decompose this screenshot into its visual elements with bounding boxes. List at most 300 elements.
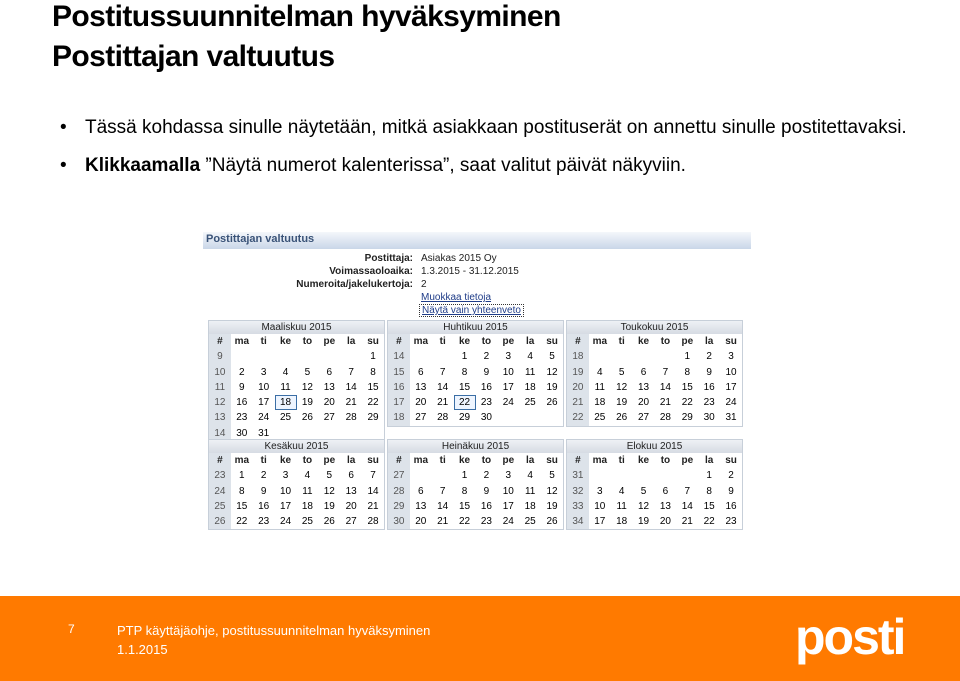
calendar-day[interactable]: 31 — [725, 412, 737, 424]
calendar-day — [432, 468, 454, 483]
calendar-day[interactable]: 21 — [437, 516, 449, 528]
weekday-header: ke — [638, 455, 650, 466]
weekday-header: ti — [260, 455, 267, 466]
field-value: Asiakas 2015 Oy — [421, 253, 497, 264]
calendar-day[interactable]: 12 — [638, 500, 650, 512]
calendar-day[interactable]: 7 — [439, 485, 446, 497]
calendar-day[interactable]: 7 — [684, 485, 691, 497]
week-number: 17 — [388, 395, 410, 410]
calendar-day[interactable]: 19 — [301, 397, 313, 409]
calendar-day[interactable]: 18 — [524, 500, 536, 512]
weekday-header: ke — [459, 336, 471, 347]
weekday-header: la — [526, 336, 535, 347]
edit-details-link[interactable]: Muokkaa tietoja — [421, 292, 492, 303]
calendar-day[interactable]: 2 — [483, 470, 490, 482]
field-label: Postittaja: — [364, 253, 413, 264]
calendar-month — [387, 320, 564, 427]
calendar-day[interactable]: 4 — [618, 485, 625, 497]
calendar-day[interactable]: 16 — [480, 381, 492, 393]
calendar-day[interactable]: 11 — [594, 381, 605, 393]
week-number: 31 — [567, 468, 589, 483]
weekday-header: ti — [439, 336, 446, 347]
week-number: 26 — [209, 514, 231, 529]
weekday-header: pe — [323, 336, 336, 347]
weekday-header: su — [367, 336, 379, 347]
calendar-day — [410, 468, 432, 483]
weekday-header: pe — [681, 455, 694, 466]
calendar-day[interactable]: 25 — [524, 516, 536, 528]
calendar-day[interactable]: 22 — [459, 516, 471, 528]
week-number-header: # — [209, 453, 231, 468]
calendar-day[interactable]: 21 — [437, 397, 449, 409]
bullet-dot-icon: • — [60, 117, 67, 138]
calendar-day[interactable]: 24 — [258, 412, 270, 424]
calendar-day[interactable]: 23 — [258, 516, 270, 528]
calendar-day[interactable]: 5 — [549, 351, 555, 363]
calendar-day — [519, 410, 541, 425]
calendar-day[interactable]: 30 — [480, 412, 492, 424]
calendar-day[interactable]: 18 — [524, 381, 536, 393]
calendar-day[interactable]: 19 — [546, 381, 558, 393]
calendar-day — [611, 349, 633, 364]
bullet-bold-text: Klikkaamalla — [85, 155, 201, 176]
calendar-day[interactable]: 15 — [367, 381, 379, 393]
calendar-day[interactable]: 30 — [236, 427, 248, 439]
calendar-day[interactable]: 20 — [638, 397, 650, 409]
calendar-month-title: Toukokuu 2015 — [567, 321, 742, 334]
calendar-day[interactable]: 23 — [703, 397, 715, 409]
calendar-grid — [388, 334, 563, 426]
calendar-day — [253, 349, 275, 364]
bullet-text: Tässä kohdassa sinulle näytetään, mitkä asiakkaan postituserät on annettu sinulle postitettavaksi. — [85, 117, 907, 138]
calendar-day[interactable]: 13 — [345, 485, 357, 497]
calendar-day[interactable]: 11 — [524, 485, 536, 497]
week-number: 21 — [567, 395, 589, 410]
calendar-day[interactable]: 13 — [415, 381, 427, 393]
calendar-day[interactable]: 27 — [415, 412, 427, 424]
weekday-header: to — [302, 455, 313, 466]
calendar-day[interactable]: 1 — [370, 351, 376, 363]
weekday-header: ma — [413, 336, 429, 347]
calendar-day[interactable]: 24 — [280, 516, 292, 528]
calendar-day[interactable]: 4 — [282, 366, 289, 378]
calendar-day[interactable]: 18 — [275, 395, 297, 410]
calendar-day[interactable]: 6 — [348, 470, 354, 482]
week-number: 34 — [567, 514, 589, 529]
field-value: 2 — [421, 279, 427, 290]
calendar-day — [655, 468, 677, 483]
calendar-day[interactable]: 17 — [502, 500, 514, 512]
calendar-day[interactable]: 6 — [418, 485, 424, 497]
calendar-day[interactable]: 16 — [725, 500, 737, 512]
calendar-day[interactable]: 14 — [367, 485, 379, 497]
calendar-day[interactable]: 15 — [459, 500, 471, 512]
weekday-header: ti — [618, 455, 625, 466]
calendar-day[interactable]: 9 — [728, 485, 734, 497]
calendar-day[interactable]: 22 — [454, 395, 476, 410]
week-number-header: # — [567, 453, 589, 468]
calendar-day[interactable]: 12 — [546, 366, 558, 378]
show-summary-link[interactable]: Näytä vain yhteenveto — [419, 304, 524, 317]
calendar-day[interactable]: 5 — [640, 485, 647, 497]
calendar-day[interactable]: 9 — [239, 381, 245, 393]
calendar-day[interactable]: 26 — [301, 412, 313, 424]
footer-text: PTP käyttäjäohje, postitussuunnitelman hyväksyminen — [117, 623, 431, 638]
calendar-day[interactable]: 16 — [258, 500, 270, 512]
weekday-header: la — [347, 455, 356, 466]
calendar-day[interactable]: 26 — [616, 412, 628, 424]
calendar-day[interactable]: 5 — [618, 366, 625, 378]
calendar-day — [676, 468, 698, 483]
bullet-dot-icon: • — [60, 155, 67, 176]
calendar-day[interactable]: 2 — [260, 470, 267, 482]
panel-header-title: Postittajan valtuutus — [206, 233, 315, 245]
calendar-day[interactable]: 3 — [505, 351, 512, 363]
week-number: 22 — [567, 410, 589, 425]
calendar-day[interactable]: 2 — [706, 351, 712, 363]
calendar-day[interactable]: 15 — [459, 381, 471, 393]
calendar-day[interactable]: 23 — [480, 397, 492, 409]
calendar-day[interactable]: 10 — [725, 366, 737, 378]
calendar-day[interactable]: 8 — [706, 485, 712, 497]
weekday-header: ke — [638, 336, 650, 347]
calendar-day[interactable]: 14 — [681, 500, 693, 512]
calendar-grid — [388, 453, 563, 529]
calendar-day[interactable]: 9 — [706, 366, 712, 378]
calendar-day[interactable]: 20 — [323, 397, 335, 409]
field-label: Voimassaoloaika: — [329, 266, 413, 277]
calendar-day[interactable]: 15 — [703, 500, 715, 512]
week-number: 13 — [209, 410, 231, 425]
calendar-day[interactable]: 29 — [367, 412, 379, 424]
calendar-day[interactable]: 7 — [348, 366, 354, 378]
week-number: 20 — [567, 380, 589, 395]
calendar-day[interactable]: 23 — [236, 412, 248, 424]
week-number: 9 — [209, 349, 231, 364]
calendar-day[interactable]: 16 — [236, 397, 248, 409]
week-number: 29 — [388, 499, 410, 514]
weekday-header: ke — [280, 336, 292, 347]
weekday-header: to — [660, 455, 671, 466]
calendar-day[interactable]: 1 — [706, 470, 712, 482]
calendar-month-title: Huhtikuu 2015 — [388, 321, 563, 334]
calendar-day[interactable]: 12 — [301, 381, 313, 393]
calendar-day[interactable]: 25 — [594, 412, 606, 424]
calendar-day[interactable]: 15 — [681, 381, 693, 393]
weekday-header: ma — [234, 336, 250, 347]
weekday-header: ti — [618, 336, 625, 347]
weekday-header: ti — [260, 336, 267, 347]
calendar-day[interactable]: 5 — [326, 470, 333, 482]
calendar-month-title: Kesäkuu 2015 — [209, 440, 384, 453]
calendar-day[interactable]: 11 — [616, 500, 627, 512]
calendar-day[interactable]: 1 — [239, 470, 245, 482]
calendar-day[interactable]: 1 — [461, 470, 468, 482]
calendar-grid — [209, 334, 384, 441]
calendar-day — [611, 468, 633, 483]
week-number: 15 — [388, 365, 410, 380]
calendar-month — [208, 320, 385, 442]
calendar-day[interactable]: 7 — [439, 366, 446, 378]
calendar-day[interactable]: 13 — [415, 500, 427, 512]
calendar-day — [340, 349, 362, 364]
weekday-header: to — [481, 455, 492, 466]
calendar-day[interactable]: 27 — [638, 412, 650, 424]
calendar-month-title: Elokuu 2015 — [567, 440, 742, 453]
calendar-day[interactable]: 4 — [597, 366, 603, 378]
calendar-day[interactable]: 18 — [301, 500, 313, 512]
week-number-header: # — [388, 453, 410, 468]
weekday-header: la — [347, 336, 356, 347]
calendar-day[interactable]: 10 — [280, 485, 292, 497]
calendar-day[interactable]: 8 — [684, 366, 691, 378]
field-value: 1.3.2015 - 31.12.2015 — [421, 266, 519, 277]
week-number-header: # — [567, 334, 589, 349]
calendar-day[interactable]: 10 — [502, 485, 514, 497]
calendar-day[interactable]: 1 — [684, 351, 691, 363]
calendar-month-title: Heinäkuu 2015 — [388, 440, 563, 453]
calendar-day[interactable]: 8 — [461, 366, 468, 378]
calendar-day[interactable]: 21 — [681, 516, 693, 528]
calendar-day[interactable]: 3 — [282, 470, 289, 482]
calendar-day[interactable]: 4 — [527, 470, 533, 482]
calendar-day[interactable]: 14 — [437, 381, 449, 393]
week-number: 12 — [209, 395, 231, 410]
calendar-day[interactable]: 10 — [502, 366, 514, 378]
calendar-day[interactable]: 7 — [370, 470, 376, 482]
calendar-day[interactable]: 6 — [640, 366, 647, 378]
calendar-day[interactable]: 8 — [370, 366, 376, 378]
calendar-day[interactable]: 21 — [659, 397, 671, 409]
calendar-grid — [209, 453, 384, 529]
calendar-day[interactable]: 13 — [638, 381, 650, 393]
calendar-day[interactable]: 4 — [527, 351, 533, 363]
calendar-day[interactable]: 18 — [594, 397, 606, 409]
calendar-month — [566, 439, 743, 530]
weekday-header: pe — [502, 455, 515, 466]
weekday-header: ma — [234, 455, 250, 466]
week-number-header: # — [209, 334, 231, 349]
calendar-month — [387, 439, 564, 530]
calendar-day[interactable]: 29 — [681, 412, 693, 424]
week-number: 33 — [567, 499, 589, 514]
calendar-day[interactable]: 20 — [415, 397, 427, 409]
calendar-day[interactable]: 28 — [345, 412, 357, 424]
calendar-day[interactable]: 13 — [659, 500, 671, 512]
calendar-day[interactable]: 3 — [597, 485, 603, 497]
calendar-day[interactable]: 2 — [483, 351, 490, 363]
week-number-header: # — [388, 334, 410, 349]
week-number: 18 — [567, 349, 589, 364]
weekday-header: su — [725, 336, 737, 347]
slide-subtitle: Postittajan valtuutus — [52, 40, 335, 73]
calendar-day[interactable]: 17 — [502, 381, 514, 393]
calendar-day[interactable]: 14 — [659, 381, 671, 393]
calendar-month — [566, 320, 743, 427]
calendar-day[interactable]: 10 — [258, 381, 270, 393]
calendar-day[interactable]: 9 — [260, 485, 267, 497]
calendar-day[interactable]: 22 — [703, 516, 715, 528]
calendar-day — [432, 349, 454, 364]
calendar-day[interactable]: 28 — [367, 516, 379, 528]
calendar-day[interactable]: 14 — [437, 500, 449, 512]
calendar-day[interactable]: 8 — [239, 485, 245, 497]
calendar-day[interactable]: 23 — [725, 516, 737, 528]
calendar-day[interactable]: 2 — [728, 470, 734, 482]
week-number: 27 — [388, 468, 410, 483]
bullet-list — [60, 116, 910, 178]
calendar-day[interactable]: 5 — [304, 366, 311, 378]
calendar-day[interactable]: 20 — [345, 500, 357, 512]
calendar-day[interactable]: 14 — [345, 381, 357, 393]
calendar-day[interactable]: 23 — [480, 516, 492, 528]
calendar-day[interactable]: 4 — [304, 470, 311, 482]
calendar-day[interactable]: 24 — [725, 397, 737, 409]
calendar-day[interactable]: 20 — [415, 516, 427, 528]
bullet-item — [60, 116, 910, 140]
calendar-day[interactable]: 25 — [524, 397, 536, 409]
calendar-day — [633, 468, 655, 483]
calendar-day[interactable]: 6 — [326, 366, 333, 378]
week-number: 18 — [388, 410, 410, 425]
calendar-day[interactable]: 8 — [461, 485, 468, 497]
week-number: 10 — [209, 365, 231, 380]
calendar-day[interactable]: 9 — [483, 485, 490, 497]
calendar-day[interactable]: 21 — [345, 397, 357, 409]
embedded-screenshot — [203, 232, 751, 528]
calendar-day[interactable]: 6 — [418, 366, 424, 378]
calendar-day[interactable]: 13 — [323, 381, 335, 393]
logo-wordmark: posti — [795, 609, 905, 665]
calendar-day[interactable]: 24 — [502, 397, 514, 409]
weekday-header: su — [546, 455, 558, 466]
calendar-day[interactable]: 26 — [323, 516, 335, 528]
calendar-day[interactable]: 12 — [546, 485, 558, 497]
calendar-month — [208, 439, 385, 530]
calendar-day[interactable]: 3 — [728, 351, 734, 363]
calendar-day[interactable]: 28 — [659, 412, 671, 424]
calendar-day[interactable]: 22 — [236, 516, 248, 528]
calendar-day[interactable]: 17 — [280, 500, 292, 512]
weekday-header: ke — [280, 455, 292, 466]
weekday-header: la — [705, 455, 714, 466]
calendar-day[interactable]: 7 — [662, 366, 669, 378]
calendar-day[interactable]: 19 — [616, 397, 628, 409]
week-number: 19 — [567, 365, 589, 380]
calendar-day[interactable]: 3 — [505, 470, 512, 482]
calendar-day[interactable]: 22 — [367, 397, 379, 409]
calendar-day — [589, 349, 611, 364]
weekday-header: ma — [592, 336, 608, 347]
calendar-day[interactable]: 19 — [638, 516, 650, 528]
calendar-day[interactable]: 18 — [616, 516, 628, 528]
week-number: 14 — [388, 349, 410, 364]
calendar-day[interactable]: 27 — [323, 412, 335, 424]
calendar-day[interactable]: 25 — [280, 412, 292, 424]
calendar-day — [589, 468, 611, 483]
calendar-day[interactable]: 26 — [546, 397, 558, 409]
calendar-day[interactable]: 27 — [345, 516, 357, 528]
posti-logo-icon — [795, 608, 925, 668]
weekday-header: la — [705, 336, 714, 347]
weekday-header: su — [546, 336, 558, 347]
calendar-day[interactable]: 19 — [546, 500, 558, 512]
slide-title: Postitussuunnitelman hyväksyminen — [52, 0, 561, 33]
footer-bar — [0, 596, 960, 681]
calendar-day[interactable]: 30 — [703, 412, 715, 424]
calendar-day[interactable]: 12 — [616, 381, 628, 393]
calendar-day[interactable]: 3 — [260, 366, 267, 378]
calendar-day — [541, 410, 563, 425]
weekday-header: ma — [413, 455, 429, 466]
calendar-day[interactable]: 20 — [659, 516, 671, 528]
calendar-day[interactable]: 1 — [461, 351, 468, 363]
week-number: 32 — [567, 484, 589, 499]
week-number: 24 — [209, 484, 231, 499]
calendar-day[interactable]: 6 — [662, 485, 669, 497]
week-number: 16 — [388, 380, 410, 395]
calendar-day[interactable]: 29 — [459, 412, 471, 424]
calendar-day[interactable]: 10 — [594, 500, 606, 512]
weekday-header: la — [526, 455, 535, 466]
calendar-grid — [567, 334, 742, 426]
week-number: 30 — [388, 514, 410, 529]
calendar-day[interactable]: 11 — [524, 366, 536, 378]
calendar-day[interactable]: 11 — [280, 381, 291, 393]
calendar-day[interactable]: 31 — [258, 427, 270, 439]
calendar-day — [497, 410, 519, 425]
calendar-day[interactable]: 24 — [502, 516, 514, 528]
calendar-day[interactable]: 15 — [236, 500, 248, 512]
calendar-day[interactable]: 2 — [239, 366, 245, 378]
calendar-day[interactable]: 17 — [258, 397, 270, 409]
field-label: Numeroita/jakelukertoja: — [296, 279, 413, 290]
weekday-header: ke — [459, 455, 471, 466]
weekday-header: pe — [681, 336, 694, 347]
week-number: 28 — [388, 484, 410, 499]
week-number: 14 — [209, 426, 231, 441]
calendar-day — [633, 349, 655, 364]
calendar-day[interactable]: 17 — [725, 381, 737, 393]
calendar-day[interactable]: 12 — [323, 485, 335, 497]
weekday-header: ti — [439, 455, 446, 466]
calendar-day[interactable]: 17 — [594, 516, 606, 528]
calendar-day[interactable]: 25 — [301, 516, 313, 528]
weekday-header: ma — [592, 455, 608, 466]
calendar-day[interactable]: 16 — [480, 500, 492, 512]
calendar-day[interactable]: 16 — [703, 381, 715, 393]
calendar-day — [655, 349, 677, 364]
calendar-day — [297, 349, 319, 364]
weekday-header: pe — [323, 455, 336, 466]
week-number: 25 — [209, 499, 231, 514]
weekday-header: to — [660, 336, 671, 347]
calendar-day[interactable]: 19 — [323, 500, 335, 512]
bullet-item — [60, 154, 910, 178]
calendar-day[interactable]: 9 — [483, 366, 490, 378]
calendar-day[interactable]: 26 — [546, 516, 558, 528]
calendar-day[interactable]: 21 — [367, 500, 379, 512]
bullet-text: ”Näytä numerot kalenterissa”, saat valitut päivät näkyviin. — [200, 155, 686, 176]
calendar-grid — [567, 453, 742, 529]
calendar-day[interactable]: 5 — [549, 470, 555, 482]
panel-header — [203, 232, 751, 249]
calendar-day[interactable]: 28 — [437, 412, 449, 424]
calendar-day[interactable]: 11 — [302, 485, 313, 497]
calendar-day[interactable]: 22 — [681, 397, 693, 409]
weekday-header: pe — [502, 336, 515, 347]
calendar-day — [318, 349, 340, 364]
